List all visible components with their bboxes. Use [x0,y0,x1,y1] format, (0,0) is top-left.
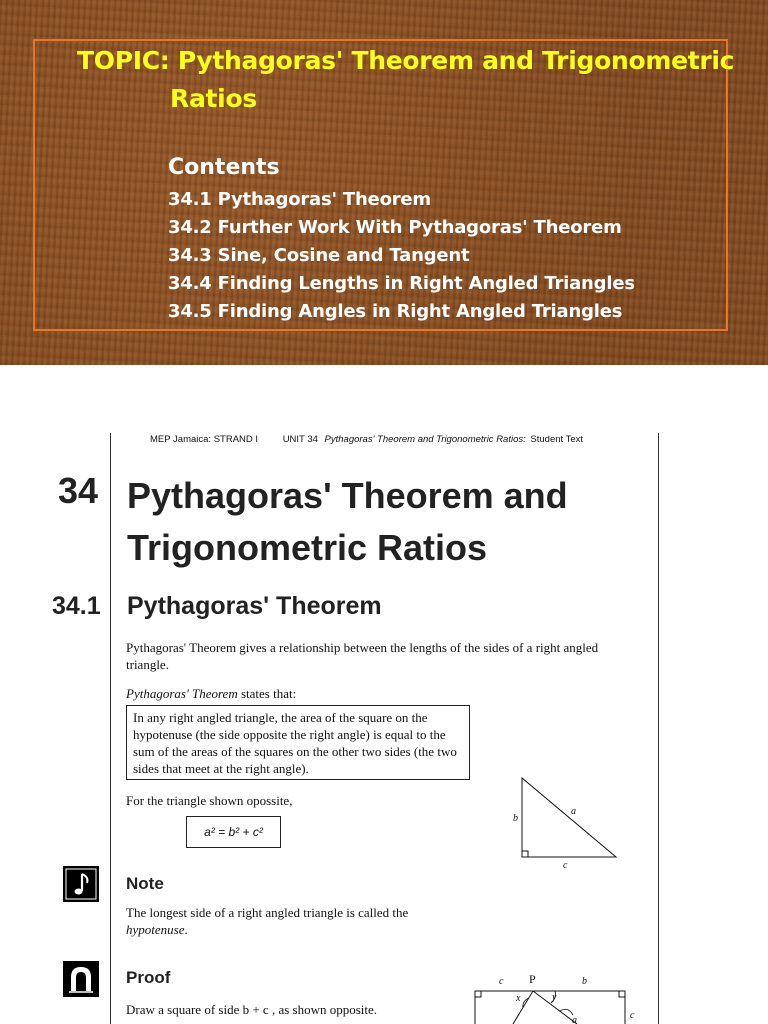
page-margin-rule-right [658,433,659,1024]
note-heading: Note [126,874,164,893]
running-head-suffix: Student Text [530,434,584,445]
proof-label-x: x [516,993,521,1004]
contents-item[interactable]: 34.4 Finding Lengths in Right Angled Triangles [168,273,635,294]
note-text [126,904,426,938]
triangle-label-a: a [571,806,576,817]
contents-item[interactable]: 34.5 Finding Angles in Right Angled Triangles [168,301,623,322]
triangle-label-c: c [563,860,568,870]
proof-label-b: b [582,976,587,987]
unit-number: 34 [58,470,99,511]
contents-heading: Contents [168,155,280,180]
contents-list [168,186,635,326]
contents-item[interactable]: 34.2 Further Work With Pythagoras' Theorem [168,217,622,238]
theorem-lead-rest: states that: [237,686,297,701]
triangle-label-b: b [513,813,518,824]
running-head [150,434,605,445]
page-margin-rule-left [110,433,111,1024]
section-number: 34.1 [52,592,101,620]
arch-proof-icon [63,961,99,997]
unit-title-line2: Trigonometric Ratios [127,527,488,568]
topic-banner [0,0,768,365]
for-triangle-text: For the triangle shown opossite, [126,793,293,808]
section-intro: Pythagoras' Theorem gives a relationship between the lengths of the sides of a right angled triangle. [126,640,599,672]
proof-label-y: y [552,992,557,1003]
contents-item[interactable]: 34.3 Sine, Cosine and Tangent [168,245,470,266]
proof-heading: Proof [126,968,171,987]
pythagoras-formula: a² = b² + c² [186,816,281,848]
running-head-title: Pythagoras' Theorem and Trigonometric Ratios: [324,434,526,445]
proof-label-c-right: c [630,1010,635,1021]
music-note-icon [63,866,99,902]
theorem-term: Pythagoras' Theorem [126,686,238,701]
proof-label-c: c [499,976,504,987]
topic-title-line2: Ratios [170,84,257,113]
theorem-lead [126,685,296,702]
unit-title-line1: Pythagoras' Theorem and [127,475,568,516]
contents-item[interactable]: 34.1 Pythagoras' Theorem [168,189,431,210]
unit-title [127,470,647,574]
section-title: Pythagoras' Theorem [127,592,382,620]
proof-text: Draw a square of side b + c , as shown opposite. [126,1002,378,1017]
note-text-end: . [184,922,188,937]
right-triangle-figure [505,770,625,870]
running-head-strand: MEP Jamaica: STRAND I [150,434,259,445]
topic-title-line1: TOPIC: Pythagoras' Theorem and Trigonometric [77,46,735,75]
running-head-unit: UNIT 34 [282,434,318,445]
proof-label-a: a [572,1015,577,1024]
note-text-start: The longest side of a right angled triangle is called the [126,905,409,920]
hypotenuse-term: hypotenuse [126,922,185,937]
proof-label-p: P [529,972,536,986]
proof-square-figure [465,970,645,1024]
theorem-statement-box: In any right angled triangle, the area of the square on the hypotenuse (the side opposite the right angle) is equal to the sum of the areas of the squares on the other two sides (the two sides that meet at the right angle). [126,705,470,780]
